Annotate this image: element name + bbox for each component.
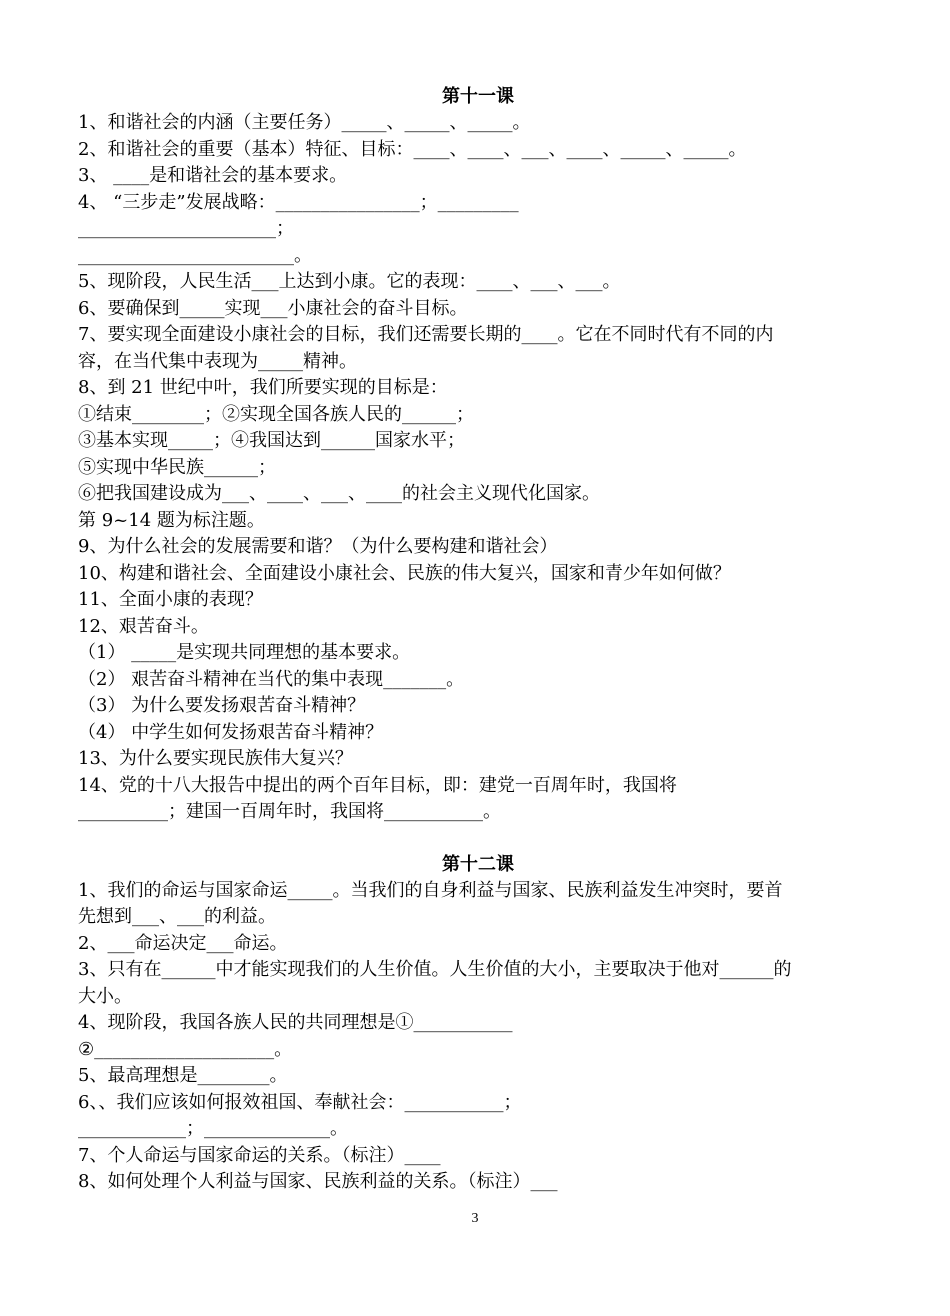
lesson-12-line: 3、只有在______中才能实现我们的人生价值。人生价值的大小，主要取决于他对______的 bbox=[78, 959, 792, 980]
lesson-11-line: 8、到 21 世纪中叶，我们所要实现的目标是： bbox=[78, 377, 448, 398]
lesson-12-line: 先想到___、___的利益。 bbox=[78, 906, 276, 927]
lesson-11-line: 13、为什么要实现民族伟大复兴？ bbox=[78, 748, 353, 769]
lesson-11-line: 5、现阶段，人民生活___上达到小康。它的表现：____、___、___。 bbox=[78, 271, 621, 292]
lesson-12-line: ②____________________。 bbox=[78, 1038, 293, 1060]
lesson-12-line: 5、最高理想是________。 bbox=[78, 1065, 288, 1086]
lesson-11-line: 11、全面小康的表现？ bbox=[78, 589, 263, 610]
lesson-11-line: ⑥把我国建设成为___、____、___、____的社会主义现代化国家。 bbox=[78, 483, 600, 504]
lesson-11-line: ③基本实现_____；④我国达到______国家水平； bbox=[78, 430, 465, 451]
lesson-12-body bbox=[78, 878, 878, 1196]
lesson-11-line: 9、为什么社会的发展需要和谐？（为什么要构建和谐社会） bbox=[78, 536, 558, 557]
lesson-11-line: 14、党的十八大报告中提出的两个百年目标，即：建党一百周年时，我国将 bbox=[78, 774, 677, 796]
lesson-11-line: 第 9~14 题为标注题。 bbox=[78, 509, 265, 531]
lesson-11-line: ⑤实现中华民族______； bbox=[78, 456, 276, 478]
page-number: 3 bbox=[471, 1211, 479, 1226]
lesson-11-line: 容，在当代集中表现为_____精神。 bbox=[78, 350, 357, 372]
lesson-12-line: ____________；______________。 bbox=[78, 1118, 348, 1139]
lesson-12-line: 1、我们的命运与国家命运_____。当我们的自身利益与国家、民族利益发生冲突时，要首 bbox=[78, 879, 783, 901]
lesson-11-line: （2） 艰苦奋斗精神在当代的集中表现_______。 bbox=[78, 668, 465, 690]
lesson-12-line: 4、现阶段，我国各族人民的共同理想是①___________ bbox=[78, 1012, 513, 1033]
lesson-11-line: 2、和谐社会的重要（基本）特征、目标：____、____、___、____、_____、_____。 bbox=[78, 138, 747, 160]
lesson-12-line: 8、如何处理个人利益与国家、民族利益的关系。（标注）___ bbox=[78, 1171, 558, 1192]
lesson-11-line: 4、 “三步走”发展战略：________________；_________ bbox=[78, 191, 519, 213]
lesson-11-line: __________；建国一百周年时，我国将___________。 bbox=[78, 801, 501, 822]
lesson-11-line: （4） 中学生如何发扬艰苦奋斗精神？ bbox=[78, 721, 384, 743]
lesson-12-line: 2、___命运决定___命运。 bbox=[78, 932, 288, 954]
document-page bbox=[78, 84, 878, 1196]
lesson-11-line: ________________________。 bbox=[78, 244, 312, 266]
lesson-11-line: 7、要实现全面建设小康社会的目标，我们还需要长期的____。它在不同时代有不同的内 bbox=[78, 324, 774, 345]
lesson-11-line: ______________________； bbox=[78, 218, 294, 239]
lesson-12-title: 第十二课 bbox=[442, 853, 514, 875]
lesson-11-title: 第十一课 bbox=[442, 86, 514, 107]
section-spacer bbox=[78, 826, 878, 852]
lesson-12-line: 6、、我们应该如何报效祖国、奉献社会：___________； bbox=[78, 1091, 522, 1113]
lesson-11-line: 1、和谐社会的内涵（主要任务）_____、_____、_____。 bbox=[78, 112, 531, 133]
lesson-11-body bbox=[78, 110, 878, 826]
lesson-11-line: （1） _____是实现共同理想的基本要求。 bbox=[78, 642, 411, 663]
lesson-12-line: 大小。 bbox=[78, 985, 132, 1007]
lesson-11-line: （3） 为什么要发扬艰苦奋斗精神？ bbox=[78, 695, 366, 716]
lesson-12-line: 7、个人命运与国家命运的关系。（标注）____ bbox=[78, 1144, 441, 1166]
lesson-11-line: 3、 ____是和谐社会的基本要求。 bbox=[78, 165, 348, 186]
lesson-11-line: 6、要确保到_____实现___小康社会的奋斗目标。 bbox=[78, 297, 468, 319]
lesson-11-line: ①结束________；②实现全国各族人民的______； bbox=[78, 403, 474, 425]
lesson-11-line: 10、构建和谐社会、全面建设小康社会、民族的伟大复兴，国家和青少年如何做？ bbox=[78, 562, 731, 584]
lesson-11-line: 12、艰苦奋斗。 bbox=[78, 615, 209, 637]
